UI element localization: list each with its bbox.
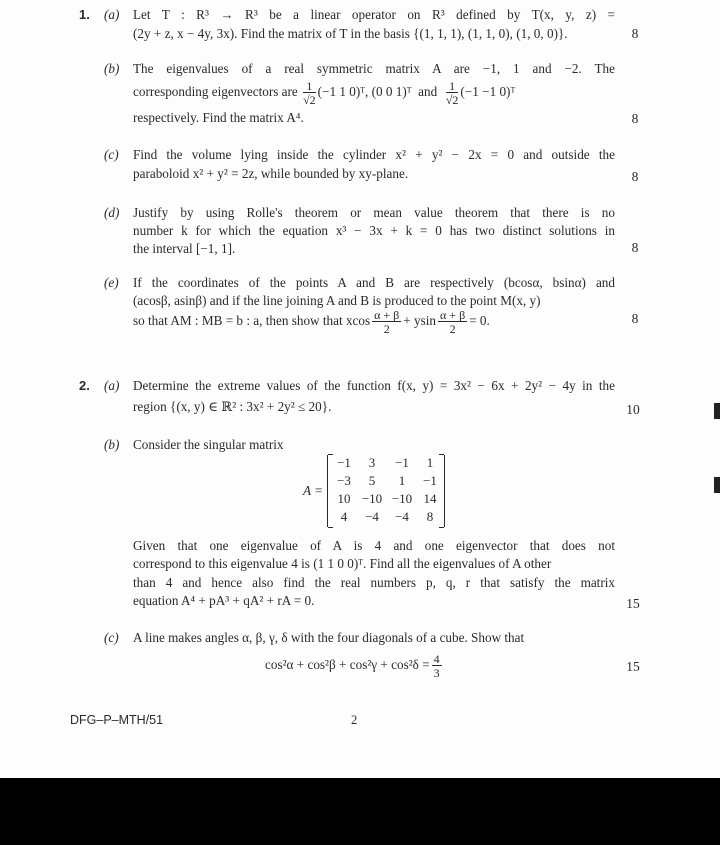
matrix-cell: 3 (368, 455, 376, 470)
q1a-marks: 8 (631, 26, 639, 41)
q2a-line1: Determine the extreme values of the function f(x, y) = 3x² − 6x + 2y² − 4y in the (133, 378, 615, 393)
matrix-cell: 4 (340, 509, 348, 524)
q1e-line3-pre: so that AM : MB = b : a, then show that xcos (133, 313, 371, 328)
q1c-line1: Find the volume lying inside the cylinder x² + y² − 2x = 0 and outside the (133, 147, 615, 162)
matrix-cell: 1 (398, 473, 406, 488)
q1a-line2: (2y + z, x − 4y, 3x). Find the matrix of T in the basis {(1, 1, 1), (1, 1, 0), (1, 0, 0)}. (133, 26, 568, 41)
q2b-label: (b) (104, 437, 120, 452)
q1d-line3: the interval [−1, 1]. (133, 241, 236, 256)
q1e-line1: If the coordinates of the points A and B are respectively (bcosα, bsinα) and (133, 275, 615, 290)
matrix-cell: 5 (368, 473, 376, 488)
matrix-cell: −4 (365, 509, 379, 524)
matrix-row (328, 473, 446, 491)
q2c-line1: A line makes angles α, β, γ, δ with the four diagonals of a cube. Show that (133, 630, 525, 645)
matrix-cell: 10 (337, 491, 351, 506)
q2c-marks: 15 (626, 659, 640, 674)
matrix-cell: −1 (337, 455, 351, 470)
scan-bottom-border (0, 778, 720, 845)
q2a-label: (a) (104, 378, 120, 393)
matrix-row (328, 455, 446, 473)
q1e-line3 (133, 306, 615, 336)
q1b-frac-1-num: 1 (303, 80, 316, 93)
matrix-cell: 14 (423, 491, 437, 506)
matrix-cell: −4 (395, 509, 409, 524)
q1b-and: and (418, 84, 438, 100)
q2b-line3: correspond to this eigenvalue 4 is (1 1 0 0)ᵀ. Find all the eigenvalues of A other (133, 556, 552, 571)
q1a-label: (a) (104, 7, 120, 22)
q1b-frac-1-den: √2 (303, 93, 316, 107)
q1b-vector-2: (−1 −1 0)ᵀ (460, 84, 516, 100)
q1a-line1: Let T : R³ → R³ be a linear operator on R³ defined by T(x, y, z) = (133, 7, 615, 22)
q1e-frac-2-den: 2 (449, 321, 456, 336)
matrix-cell: −10 (391, 491, 413, 506)
q1e-frac-2-num: α + β (440, 307, 466, 322)
q1e-frac-2 (438, 309, 467, 335)
q1d-label: (d) (104, 205, 120, 220)
q1e-line2: (acosβ, asinβ) and if the line joining A and B is produced to the point M(x, y) (133, 293, 541, 308)
q1e-label: (e) (104, 275, 119, 290)
question-2-number: 2. (79, 378, 90, 393)
q1b-frac-1 (303, 80, 316, 106)
q1b-line2-pre: corresponding eigenvectors are (133, 84, 298, 100)
q1b-line2 (133, 80, 615, 106)
matrix-row (328, 491, 446, 509)
question-1-number: 1. (79, 7, 90, 22)
matrix-cell: 1 (426, 455, 434, 470)
paper-code: DFG–P–MTH/51 (70, 713, 164, 727)
q1b-line3: respectively. Find the matrix A⁴. (133, 110, 304, 125)
q1c-label: (c) (104, 147, 119, 162)
q1d-line1: Justify by using Rolle's theorem or mean value theorem that there is no (133, 205, 615, 220)
q1e-frac-1 (372, 309, 401, 335)
q2b-line1: Consider the singular matrix (133, 437, 284, 452)
matrix-cell: 8 (426, 509, 434, 524)
q1d-marks: 8 (631, 240, 639, 255)
q1b-label: (b) (104, 61, 120, 76)
q1e-line3-post: = 0. (469, 313, 490, 328)
q2c-label: (c) (104, 630, 119, 645)
q1b-marks: 8 (631, 111, 639, 126)
q1d-line2: number k for which the equation x³ − 3x + k = 0 has two distinct solutions in (133, 223, 615, 238)
scan-edge-mark (714, 477, 720, 493)
q1c-marks: 8 (631, 169, 639, 184)
matrix-cell: −1 (395, 455, 409, 470)
q2b-line4: than 4 and hence also find the real numbers p, q, r that satisfy the matrix (133, 575, 615, 590)
q2a-line2: region {(x, y) ∈ ℝ² : 3x² + 2y² ≤ 20}. (133, 399, 332, 414)
q2c-frac-den: 3 (433, 665, 440, 680)
q2b-matrix (327, 455, 445, 527)
q1b-vectors-1: (−1 1 0)ᵀ, (0 0 1)ᵀ (317, 84, 412, 100)
q2b-line2: Given that one eigenvalue of A is 4 and one eigenvector that does not (133, 538, 615, 553)
q1c-line2: paraboloid x² + y² = 2z, while bounded by xy-plane. (133, 166, 409, 181)
scan-edge-mark (714, 403, 720, 419)
matrix-cell: −1 (423, 473, 437, 488)
q2b-matrix-name: A = (303, 483, 324, 498)
q1b-frac-2 (446, 80, 459, 106)
q2c-frac (432, 653, 442, 679)
matrix-cell: −10 (361, 491, 383, 506)
q1e-frac-1-num: α + β (374, 307, 400, 322)
matrix-row (328, 509, 446, 527)
q1e-frac-1-den: 2 (383, 321, 390, 336)
q2b-line5: equation A⁴ + pA³ + qA² + rA = 0. (133, 593, 315, 608)
q2b-marks: 15 (626, 596, 640, 611)
matrix-cell: −3 (337, 473, 351, 488)
q2a-marks: 10 (626, 402, 640, 417)
q1e-marks: 8 (631, 311, 639, 326)
q1b-frac-2-num: 1 (446, 80, 459, 93)
q1b-line1: The eigenvalues of a real symmetric matrix A are −1, 1 and −2. The (133, 61, 615, 76)
q2c-eq-pre: cos²α + cos²β + cos²γ + cos²δ = (265, 657, 430, 672)
q2c-equation (265, 650, 444, 680)
q1e-line3-mid: + ysin (403, 313, 437, 328)
q1b-frac-2-den: √2 (445, 93, 459, 107)
page-number: 2 (351, 713, 358, 727)
q2c-frac-num: 4 (433, 651, 440, 666)
